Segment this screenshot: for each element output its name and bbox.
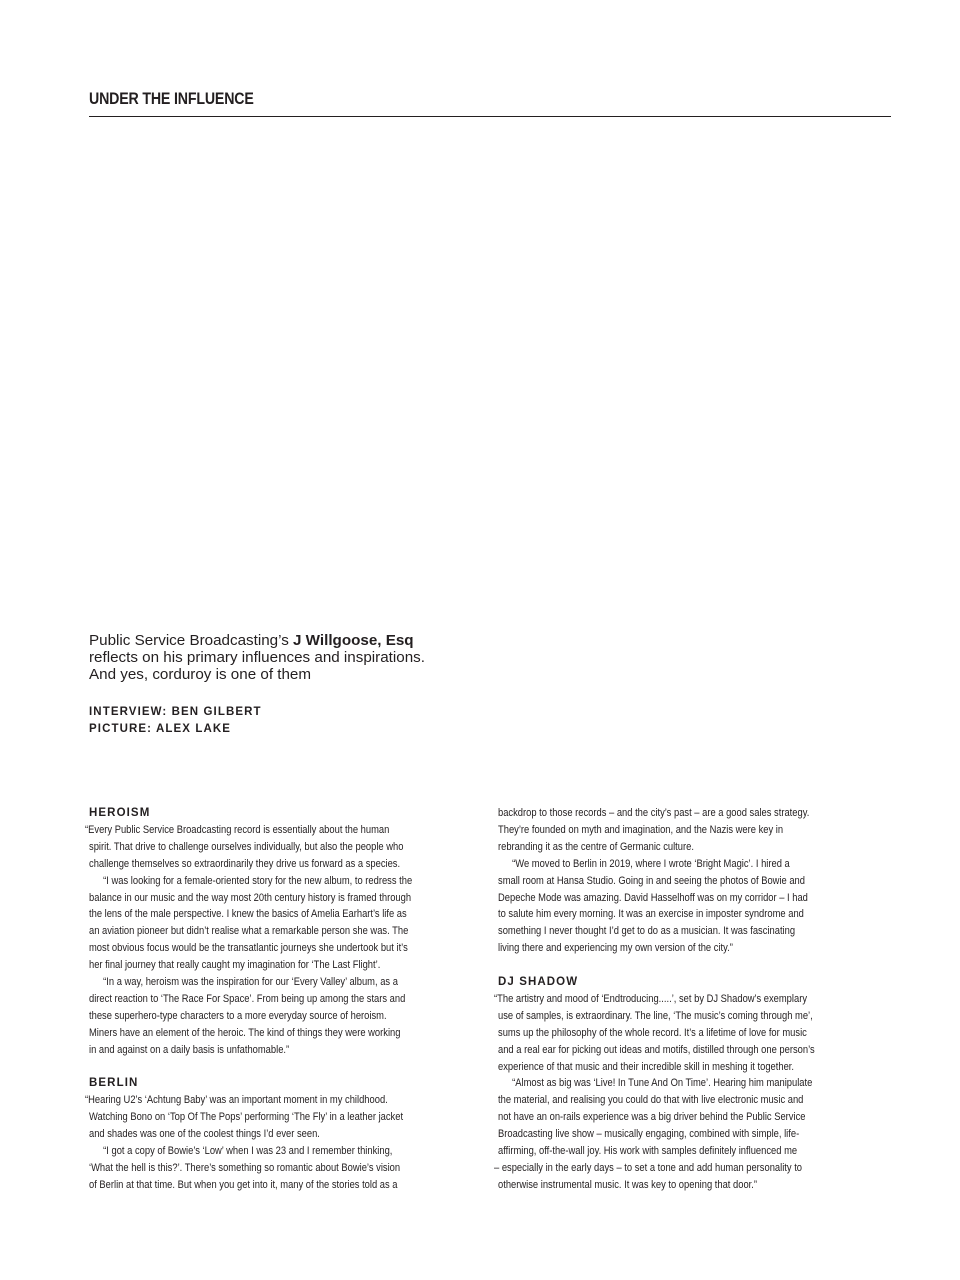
paragraph-line: “The artistry and mood of ‘Endtroducing.....’, set by DJ Shadow’s exemplary: [494, 992, 808, 1005]
section-gap: [498, 957, 894, 974]
paragraph-line: Depeche Mode was amazing. David Hasselhoff was on my corridor – I had: [498, 891, 808, 904]
page-header: [89, 90, 891, 117]
paragraph-line: of Berlin at that time. But when you get into it, many of the stories told as a: [89, 1178, 398, 1191]
paragraph-line: “Hearing U2’s ‘Achtung Baby’ was an important moment in my childhood.: [85, 1094, 388, 1107]
paragraph-line: – especially in the early days – to set a tone and add human personality to: [494, 1162, 803, 1175]
paragraph-line: Broadcasting live show – musically engaging, combined with simple, life-: [498, 1128, 800, 1141]
interview-credit: INTERVIEW: BEN GILBERT: [89, 706, 262, 718]
intro-standfirst: [89, 632, 529, 683]
intro-line-1: Public Service Broadcasting’s J Willgoose, Esq: [89, 632, 414, 649]
paragraph-line: most obvious focus would be the transatlantic journeys she undertook but it’s: [89, 942, 408, 955]
paragraph-line: sums up the philosophy of the whole record. It’s a lifetime of love for music: [498, 1026, 807, 1039]
paragraph-line: spirit. That drive to challenge ourselves individually, but also the people who: [89, 840, 404, 853]
paragraph-line: Watching Bono on ‘Top Of The Pops’ performing ‘The Fly’ in a leather jacket: [89, 1111, 404, 1124]
paragraph-line: balance in our music and the way most 20th century history is framed through: [89, 891, 412, 904]
paragraph-line: “I got a copy of Bowie’s ‘Low’ when I was 23 and I remember thinking,: [103, 1145, 393, 1158]
paragraph-line: and shades was one of the coolest things I’d ever seen.: [89, 1128, 320, 1141]
paragraph-line: “In a way, heroism was the inspiration for our ‘Every Valley’ album, as a: [103, 976, 398, 989]
paragraph-line: the material, and realising you could do that with live electronic music and: [498, 1094, 804, 1107]
paragraph-line: and a real ear for picking out ideas and motifs, distilled through one person’s: [498, 1043, 815, 1056]
article-column-right: [494, 805, 894, 1194]
paragraph-line: not have an on-rails experience was a big driver behind the Public Service: [498, 1111, 806, 1124]
article-column-left: [85, 805, 485, 1194]
paragraph-line: Miners have an element of the heroic. The kind of things they were working: [89, 1026, 401, 1039]
paragraph-line: small room at Hansa Studio. Going in and seeing the photos of Bowie and: [498, 874, 805, 887]
paragraph-line: “Every Public Service Broadcasting record is essentially about the human: [85, 823, 390, 836]
paragraph-line: use of samples, is extraordinary. The line, ‘The music’s coming through me’,: [498, 1009, 813, 1022]
paragraph-line: direct reaction to ‘The Race For Space’. From being up among the stars and: [89, 992, 406, 1005]
paragraph-line: the lens of the male perspective. I knew the basics of Amelia Earhart’s life as: [89, 908, 407, 921]
paragraph-line: experience of that music and their incredible skill in meshing it together.: [498, 1060, 795, 1073]
section-heading-dj-shadow: DJ SHADOW: [498, 976, 579, 989]
intro-line-2: reflects on his primary influences and inspirations.: [89, 649, 425, 666]
credits: [89, 704, 489, 738]
paragraph-line: affirming, off-the-wall joy. His work with samples definitely influenced me: [498, 1145, 798, 1158]
picture-credit: PICTURE: ALEX LAKE: [89, 723, 232, 735]
paragraph-line: “I was looking for a female-oriented story for the new album, to redress the: [103, 874, 413, 887]
section-heading-berlin: BERLIN: [89, 1077, 139, 1090]
paragraph-line: her final journey that really caught my imagination for ‘The Last Flight’.: [89, 959, 381, 972]
paragraph-line: backdrop to those records – and the city’s past – are a good sales strategy.: [498, 807, 810, 819]
paragraph-line: living there and experiencing my own version of the city.”: [498, 942, 733, 955]
artist-name: J Willgoose, Esq: [293, 632, 414, 649]
paragraph-line: ‘What the hell is this?’. There’s something so romantic about Bowie’s vision: [89, 1162, 401, 1175]
paragraph-line: these superhero-type characters to a more everyday source of heroism.: [89, 1009, 387, 1022]
section-gap: [89, 1059, 485, 1076]
paragraph-line: rebranding it as the centre of Germanic culture.: [498, 840, 694, 853]
section-heading-heroism: HEROISM: [89, 807, 151, 819]
paragraph-line: challenge themselves so extraordinarily they drive us forward as a species.: [89, 857, 401, 870]
photo-area: [89, 130, 891, 610]
paragraph-line: to salute him every morning. It was an exercise in imposter syndrome and: [498, 908, 804, 921]
intro-line-3: And yes, corduroy is one of them: [89, 666, 312, 683]
paragraph-line: something I never thought I’d get to do as a musician. It was fascinating: [498, 925, 796, 938]
section-title: UNDER THE INFLUENCE: [89, 90, 254, 108]
paragraph-line: in and against on a daily basis is unfathomable.”: [89, 1043, 290, 1056]
paragraph-line: They’re founded on myth and imagination, and the Nazis were key in: [498, 823, 784, 836]
paragraph-line: an aviation pioneer but didn’t realise what a remarkable person she was. The: [89, 925, 409, 938]
paragraph-line: “Almost as big was ‘Live! In Tune And On Time’. Hearing him manipulate: [512, 1077, 813, 1090]
paragraph-line: otherwise instrumental music. It was key to opening that door.”: [498, 1178, 758, 1191]
paragraph-line: “We moved to Berlin in 2019, where I wrote ‘Bright Magic’. I hired a: [512, 857, 790, 870]
